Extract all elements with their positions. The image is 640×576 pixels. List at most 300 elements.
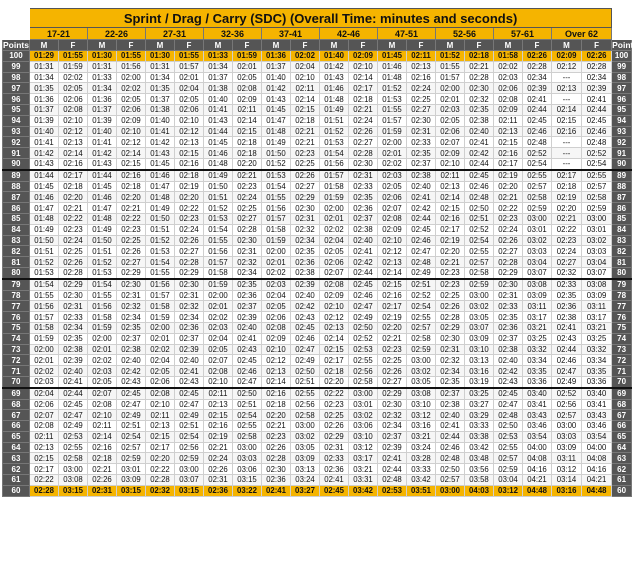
- time-cell: 02:50: [465, 203, 494, 214]
- time-cell: 02:26: [378, 366, 407, 377]
- time-cell: 03:31: [349, 475, 378, 486]
- time-cell: 02:26: [320, 421, 349, 432]
- points-cell-right: 83: [612, 235, 632, 246]
- time-cell: 03:00: [465, 290, 494, 301]
- time-cell: 03:54: [523, 431, 552, 442]
- table-row: [3, 203, 632, 214]
- time-cell: 03:03: [582, 246, 612, 257]
- female-header: F: [59, 40, 88, 51]
- time-cell: 02:21: [117, 203, 146, 214]
- time-cell: 02:08: [59, 104, 88, 115]
- time-cell: 01:58: [494, 51, 523, 62]
- time-cell: 02:41: [436, 421, 465, 432]
- time-cell: 02:44: [523, 104, 552, 115]
- time-cell: 02:08: [146, 388, 175, 399]
- time-cell: 01:57: [320, 170, 349, 181]
- points-cell-left: 88: [3, 181, 30, 192]
- time-cell: 02:11: [88, 421, 117, 432]
- time-cell: 01:53: [88, 267, 117, 278]
- points-cell-left: 60: [3, 485, 30, 496]
- table-row: [3, 464, 632, 475]
- time-cell: 03:34: [523, 355, 552, 366]
- time-cell: 02:11: [233, 104, 262, 115]
- time-cell: 02:10: [378, 235, 407, 246]
- male-header: M: [494, 40, 523, 51]
- points-header-left: Points: [3, 40, 29, 50]
- time-cell: 02:19: [378, 312, 407, 323]
- time-cell: 02:08: [30, 421, 59, 432]
- time-cell: 01:40: [146, 115, 175, 126]
- time-cell: 02:13: [30, 442, 59, 453]
- points-cell-right: 60: [612, 485, 632, 496]
- time-cell: 02:36: [552, 301, 582, 312]
- time-cell: 01:41: [88, 137, 117, 148]
- time-cell: 03:38: [465, 431, 494, 442]
- time-cell: 03:00: [582, 213, 612, 224]
- points-cell-left: 64: [3, 442, 30, 453]
- time-cell: 02:25: [117, 235, 146, 246]
- time-cell: 02:17: [552, 170, 582, 181]
- time-cell: 03:10: [407, 399, 436, 410]
- table-row: [3, 267, 632, 278]
- points-cell-left: 87: [3, 192, 30, 203]
- time-cell: 02:34: [233, 267, 262, 278]
- time-cell: 01:59: [233, 51, 262, 62]
- time-cell: 02:17: [59, 170, 88, 181]
- female-header: F: [233, 40, 262, 51]
- time-cell: 04:00: [523, 442, 552, 453]
- time-cell: 01:43: [30, 158, 59, 169]
- time-cell: 02:06: [378, 192, 407, 203]
- time-cell: 02:25: [291, 158, 320, 169]
- time-cell: 02:29: [320, 431, 349, 442]
- time-cell: 03:07: [465, 322, 494, 333]
- table-row: [3, 170, 632, 181]
- points-cell-right: 64: [612, 442, 632, 453]
- time-cell: 02:10: [204, 376, 233, 387]
- sex-header-row: [3, 40, 632, 51]
- time-cell: 02:02: [494, 61, 523, 72]
- time-cell: 02:45: [523, 115, 552, 126]
- time-cell: 02:13: [175, 137, 204, 148]
- time-cell: 02:34: [175, 312, 204, 323]
- time-cell: 02:56: [175, 442, 204, 453]
- points-cell-left: 81: [3, 257, 30, 268]
- time-cell: 02:22: [175, 203, 204, 214]
- time-cell: 02:44: [349, 267, 378, 278]
- time-cell: 02:49: [291, 355, 320, 366]
- time-cell: 03:21: [582, 322, 612, 333]
- time-cell: 01:41: [204, 104, 233, 115]
- time-cell: 01:46: [378, 61, 407, 72]
- time-cell: 02:28: [59, 267, 88, 278]
- points-cell-left: 62: [3, 464, 30, 475]
- time-cell: 02:24: [59, 235, 88, 246]
- time-cell: 03:04: [523, 257, 552, 268]
- time-cell: 02:51: [407, 279, 436, 290]
- time-cell: 02:11: [407, 51, 436, 62]
- points-cell-right: 66: [612, 421, 632, 432]
- time-cell: 01:58: [204, 267, 233, 278]
- time-cell: 02:29: [378, 388, 407, 399]
- time-cell: 02:54: [523, 158, 552, 169]
- table-row: [3, 431, 632, 442]
- time-cell: 01:36: [262, 51, 291, 62]
- time-cell: 02:00: [378, 137, 407, 148]
- time-cell: 02:10: [146, 399, 175, 410]
- time-cell: 02:52: [465, 224, 494, 235]
- time-cell: 01:55: [175, 51, 204, 62]
- time-cell: 02:45: [494, 388, 523, 399]
- time-cell: 01:40: [204, 94, 233, 105]
- time-cell: 02:51: [117, 421, 146, 432]
- time-cell: 02:50: [436, 464, 465, 475]
- time-cell: 02:10: [117, 126, 146, 137]
- time-cell: 02:22: [117, 213, 146, 224]
- time-cell: 02:00: [262, 246, 291, 257]
- time-cell: 02:07: [320, 267, 349, 278]
- time-cell: 02:40: [233, 322, 262, 333]
- time-cell: 02:21: [436, 257, 465, 268]
- time-cell: 02:01: [262, 257, 291, 268]
- time-cell: 02:46: [552, 355, 582, 366]
- time-cell: 02:08: [204, 366, 233, 377]
- time-cell: 02:20: [494, 181, 523, 192]
- time-cell: 01:47: [30, 203, 59, 214]
- time-cell: 02:34: [436, 366, 465, 377]
- points-header-right: Points: [612, 40, 639, 50]
- time-cell: 02:41: [349, 246, 378, 257]
- time-cell: 01:31: [146, 61, 175, 72]
- time-cell: 02:14: [117, 148, 146, 159]
- female-header: F: [582, 40, 612, 51]
- time-cell: 02:16: [88, 442, 117, 453]
- time-cell: 02:47: [175, 399, 204, 410]
- time-cell: 02:30: [175, 279, 204, 290]
- time-cell: 02:47: [552, 366, 582, 377]
- time-cell: 03:03: [523, 246, 552, 257]
- time-cell: 02:02: [262, 267, 291, 278]
- time-cell: 02:59: [494, 464, 523, 475]
- male-header: M: [320, 40, 349, 51]
- table-row: [3, 148, 632, 159]
- time-cell: 02:36: [349, 203, 378, 214]
- time-cell: 02:21: [204, 442, 233, 453]
- time-cell: 02:12: [262, 355, 291, 366]
- time-cell: 03:04: [582, 257, 612, 268]
- time-cell: 02:32: [146, 485, 175, 496]
- time-cell: 01:36: [88, 94, 117, 105]
- time-cell: 02:37: [233, 301, 262, 312]
- time-cell: 02:15: [378, 279, 407, 290]
- time-cell: 02:38: [407, 170, 436, 181]
- points-cell-left: 79: [3, 279, 30, 290]
- time-cell: 01:51: [88, 246, 117, 257]
- time-cell: 02:12: [320, 312, 349, 323]
- table-row: [3, 290, 632, 301]
- time-cell: 02:01: [320, 213, 349, 224]
- time-cell: 01:33: [204, 51, 233, 62]
- time-cell: 02:17: [436, 224, 465, 235]
- time-cell: 02:21: [291, 126, 320, 137]
- time-cell: 02:35: [233, 279, 262, 290]
- time-cell: 01:48: [320, 94, 349, 105]
- table-row: [3, 442, 632, 453]
- time-cell: 02:28: [523, 61, 552, 72]
- time-cell: 02:05: [262, 301, 291, 312]
- time-cell: 03:15: [117, 485, 146, 496]
- time-cell: 02:19: [175, 181, 204, 192]
- time-cell: 02:29: [291, 192, 320, 203]
- time-cell: 02:18: [465, 51, 494, 62]
- time-cell: 02:56: [349, 366, 378, 377]
- time-cell: 02:08: [378, 213, 407, 224]
- table-row: [3, 301, 632, 312]
- points-cell-right: 97: [612, 83, 632, 94]
- time-cell: 02:55: [59, 442, 88, 453]
- time-cell: 02:45: [233, 355, 262, 366]
- table-row: [3, 61, 632, 72]
- time-cell: 02:00: [204, 290, 233, 301]
- time-cell: 02:18: [117, 181, 146, 192]
- time-cell: 02:35: [494, 312, 523, 323]
- time-cell: 02:03: [262, 279, 291, 290]
- time-cell: 02:14: [349, 72, 378, 83]
- time-cell: 02:35: [552, 290, 582, 301]
- time-cell: 02:14: [436, 192, 465, 203]
- time-cell: 02:16: [175, 158, 204, 169]
- time-cell: 02:42: [117, 366, 146, 377]
- time-cell: 02:28: [146, 475, 175, 486]
- time-cell: 02:31: [407, 126, 436, 137]
- time-cell: 01:42: [146, 137, 175, 148]
- time-cell: 04:16: [582, 464, 612, 475]
- points-cell-right: 65: [612, 431, 632, 442]
- time-cell: 03:14: [552, 475, 582, 486]
- time-cell: 04:08: [523, 453, 552, 464]
- time-cell: 01:37: [30, 104, 59, 115]
- time-cell: 02:34: [582, 72, 612, 83]
- time-cell: 01:55: [146, 267, 175, 278]
- time-cell: 02:35: [291, 246, 320, 257]
- time-cell: 03:00: [59, 464, 88, 475]
- time-cell: 02:55: [291, 388, 320, 399]
- time-cell: 02:13: [59, 137, 88, 148]
- table-row: [3, 137, 632, 148]
- time-cell: 02:27: [175, 246, 204, 257]
- time-cell: 01:46: [204, 148, 233, 159]
- points-cell-right: 81: [612, 257, 632, 268]
- time-cell: 01:54: [262, 181, 291, 192]
- time-cell: 02:40: [59, 366, 88, 377]
- time-cell: 03:13: [465, 355, 494, 366]
- time-cell: 02:17: [30, 464, 59, 475]
- time-cell: 02:37: [407, 158, 436, 169]
- time-cell: 03:00: [552, 421, 582, 432]
- time-cell: 03:08: [582, 279, 612, 290]
- points-cell-left: 84: [3, 224, 30, 235]
- time-cell: 02:35: [407, 148, 436, 159]
- time-cell: 02:03: [436, 104, 465, 115]
- time-cell: 02:23: [378, 344, 407, 355]
- time-cell: 02:23: [233, 181, 262, 192]
- time-cell: 02:01: [175, 72, 204, 83]
- time-cell: 03:08: [59, 475, 88, 486]
- time-cell: 02:28: [494, 257, 523, 268]
- time-cell: 03:22: [233, 485, 262, 496]
- time-cell: 02:32: [233, 257, 262, 268]
- time-cell: 02:05: [59, 83, 88, 94]
- time-cell: 02:39: [233, 312, 262, 323]
- time-cell: 02:10: [88, 410, 117, 421]
- time-cell: 02:32: [552, 267, 582, 278]
- time-cell: 01:55: [59, 51, 88, 62]
- time-cell: 02:13: [552, 83, 582, 94]
- time-cell: 02:02: [320, 224, 349, 235]
- time-cell: 02:25: [233, 203, 262, 214]
- time-cell: 02:34: [523, 72, 552, 83]
- time-cell: 01:54: [320, 148, 349, 159]
- time-cell: 01:34: [88, 83, 117, 94]
- time-cell: 02:15: [436, 203, 465, 214]
- time-cell: 02:31: [349, 170, 378, 181]
- time-cell: 02:45: [175, 388, 204, 399]
- time-cell: 04:48: [523, 485, 552, 496]
- time-cell: 02:40: [175, 355, 204, 366]
- time-cell: 01:46: [88, 192, 117, 203]
- points-cell-right: 84: [612, 224, 632, 235]
- time-cell: 02:13: [436, 181, 465, 192]
- time-cell: 03:15: [233, 475, 262, 486]
- time-cell: 02:30: [378, 399, 407, 410]
- time-cell: 01:50: [30, 235, 59, 246]
- time-cell: 03:16: [552, 485, 582, 496]
- time-cell: 02:14: [262, 376, 291, 387]
- age-group-header: 32-36: [204, 28, 262, 40]
- time-cell: 01:38: [146, 104, 175, 115]
- points-cell-right: 76: [612, 312, 632, 323]
- time-cell: 01:41: [30, 137, 59, 148]
- time-cell: 03:43: [582, 410, 612, 421]
- time-cell: 02:00: [88, 333, 117, 344]
- time-cell: 02:55: [582, 170, 612, 181]
- time-cell: 02:40: [465, 126, 494, 137]
- table-row: [3, 72, 632, 83]
- points-cell-right: 61: [612, 475, 632, 486]
- time-cell: 03:02: [407, 366, 436, 377]
- time-cell: 02:38: [117, 344, 146, 355]
- time-cell: 02:36: [204, 485, 233, 496]
- time-cell: 02:08: [88, 399, 117, 410]
- time-cell: 03:03: [233, 453, 262, 464]
- time-cell: 02:42: [349, 257, 378, 268]
- title-row: [3, 9, 632, 28]
- time-cell: 03:43: [523, 410, 552, 421]
- time-cell: 01:45: [88, 181, 117, 192]
- time-cell: 02:40: [117, 355, 146, 366]
- time-cell: 01:52: [204, 203, 233, 214]
- time-cell: 01:52: [88, 257, 117, 268]
- time-cell: 02:23: [320, 399, 349, 410]
- time-cell: 01:42: [88, 148, 117, 159]
- time-cell: 01:47: [88, 203, 117, 214]
- time-cell: 01:40: [88, 126, 117, 137]
- time-cell: 02:49: [59, 421, 88, 432]
- time-cell: 02:59: [407, 344, 436, 355]
- points-cell-right: 82: [612, 246, 632, 257]
- time-cell: 02:37: [494, 333, 523, 344]
- time-cell: 02:38: [349, 224, 378, 235]
- time-cell: 02:42: [465, 148, 494, 159]
- time-cell: 02:01: [436, 94, 465, 105]
- time-cell: 03:21: [349, 464, 378, 475]
- time-cell: 02:26: [59, 257, 88, 268]
- time-cell: 02:06: [175, 104, 204, 115]
- time-cell: 01:51: [204, 192, 233, 203]
- time-cell: 02:31: [291, 213, 320, 224]
- time-cell: 01:44: [88, 170, 117, 181]
- group-spacer-right: [612, 28, 632, 40]
- time-cell: 02:23: [59, 224, 88, 235]
- time-cell: 02:32: [175, 301, 204, 312]
- points-cell-left: 94: [3, 115, 30, 126]
- time-cell: 02:46: [465, 181, 494, 192]
- time-cell: 02:23: [436, 279, 465, 290]
- table-row: [3, 344, 632, 355]
- time-cell: 02:47: [494, 399, 523, 410]
- time-cell: 02:18: [233, 148, 262, 159]
- time-cell: 01:37: [262, 61, 291, 72]
- time-cell: 02:35: [349, 192, 378, 203]
- time-cell: 02:28: [349, 148, 378, 159]
- time-cell: 01:57: [204, 257, 233, 268]
- time-cell: 02:10: [291, 72, 320, 83]
- time-cell: 03:42: [465, 442, 494, 453]
- time-cell: 02:55: [523, 170, 552, 181]
- time-cell: 02:27: [291, 181, 320, 192]
- time-cell: 01:45: [30, 181, 59, 192]
- time-cell: 02:31: [117, 290, 146, 301]
- table-row: [3, 224, 632, 235]
- time-cell: 02:29: [175, 267, 204, 278]
- table-row: [3, 235, 632, 246]
- time-cell: 01:43: [88, 158, 117, 169]
- time-cell: 02:10: [262, 344, 291, 355]
- time-cell: 02:40: [436, 410, 465, 421]
- time-cell: 02:04: [320, 235, 349, 246]
- time-cell: ---: [552, 94, 582, 105]
- time-cell: 03:28: [407, 453, 436, 464]
- time-cell: 01:42: [320, 61, 349, 72]
- time-cell: 02:57: [494, 453, 523, 464]
- time-cell: 02:29: [436, 322, 465, 333]
- table-row: [3, 115, 632, 126]
- points-cell-left: 61: [3, 475, 30, 486]
- time-cell: 02:06: [436, 126, 465, 137]
- time-cell: 02:26: [436, 301, 465, 312]
- time-cell: 02:54: [117, 431, 146, 442]
- time-cell: 02:30: [59, 290, 88, 301]
- time-cell: 02:57: [523, 181, 552, 192]
- time-cell: 02:12: [117, 137, 146, 148]
- time-cell: 01:52: [30, 257, 59, 268]
- time-cell: 02:09: [117, 115, 146, 126]
- time-cell: 02:28: [175, 257, 204, 268]
- table-row: [3, 181, 632, 192]
- time-cell: 02:18: [233, 137, 262, 148]
- time-cell: 02:54: [582, 158, 612, 169]
- time-cell: ---: [552, 72, 582, 83]
